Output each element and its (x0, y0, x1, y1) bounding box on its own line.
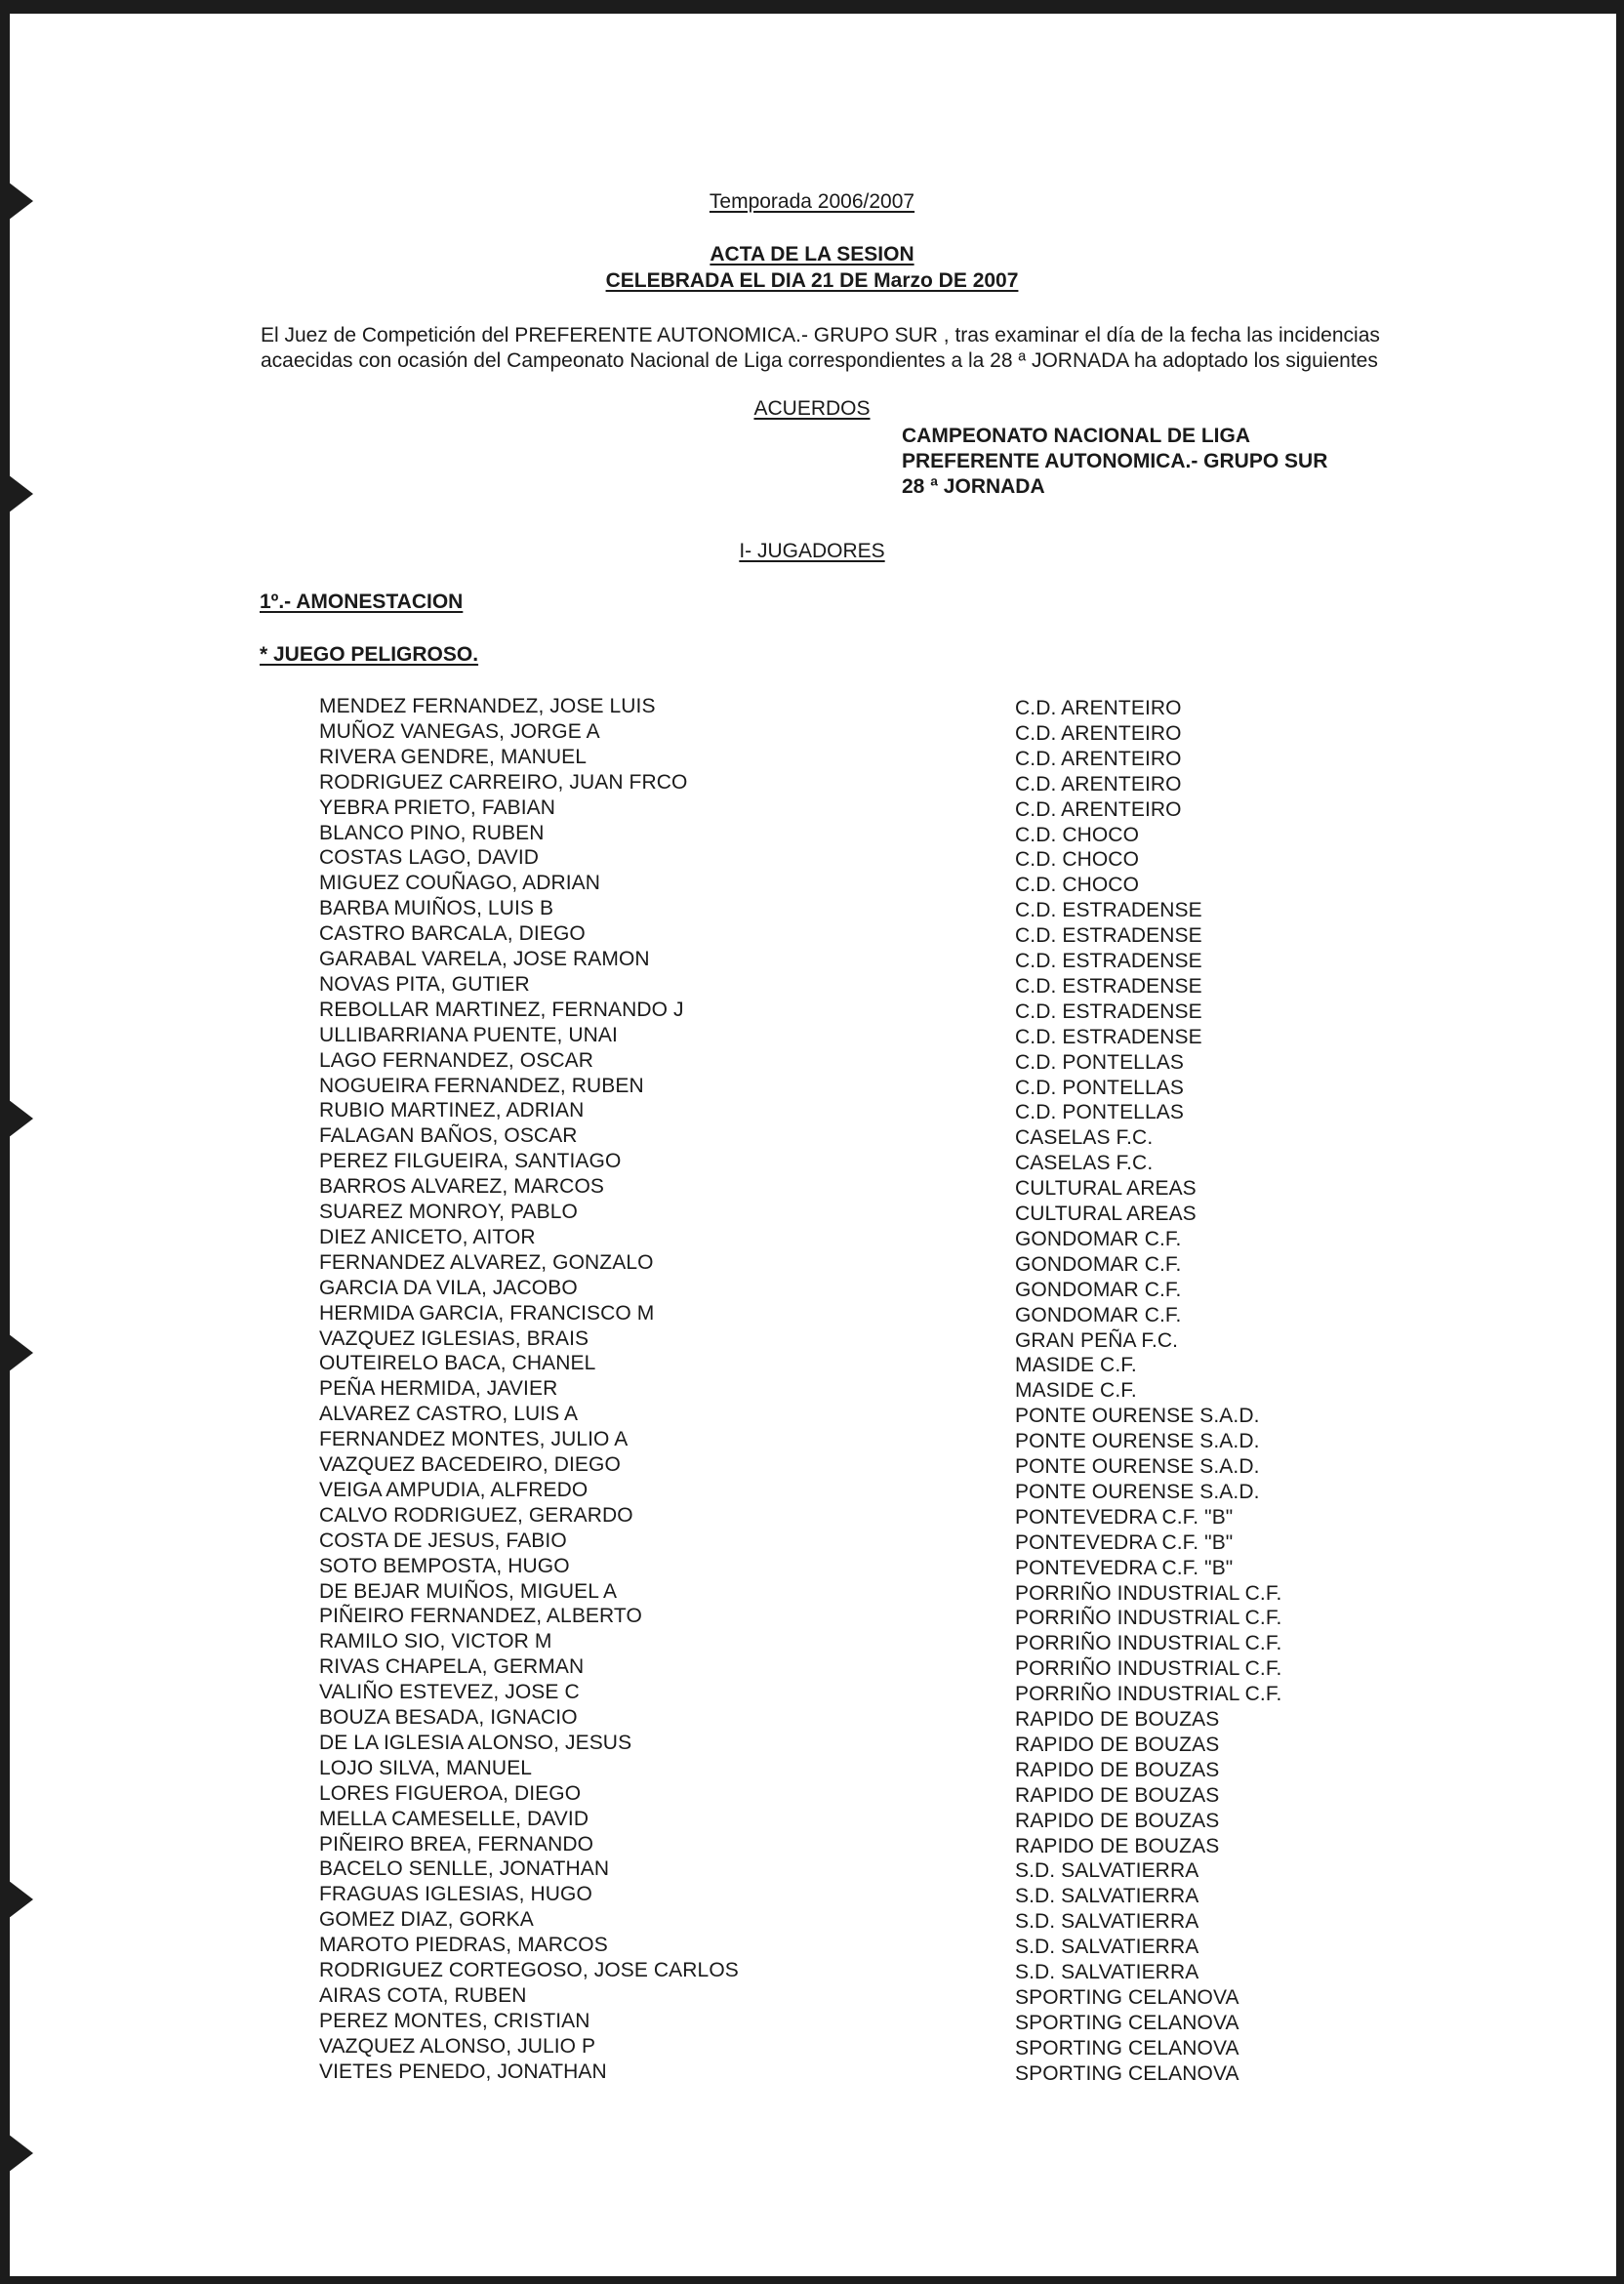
intro-line: El Juez de Competición del PREFERENTE AUTONOMICA.- GRUPO SUR , tras examinar el día de la fecha las incidencias (261, 324, 1380, 347)
player-club: PORRIÑO INDUSTRIAL C.F. (1015, 1607, 1282, 1629)
player-name: FRAGUAS IGLESIAS, HUGO (319, 1883, 592, 1905)
player-club: PONTEVEDRA C.F. "B" (1015, 1557, 1234, 1579)
player-club: PORRIÑO INDUSTRIAL C.F. (1015, 1683, 1282, 1705)
player-club: SPORTING CELANOVA (1015, 2062, 1239, 2085)
player-name: FERNANDEZ ALVAREZ, GONZALO (319, 1251, 654, 1274)
player-club: PONTE OURENSE S.A.D. (1015, 1430, 1260, 1452)
player-name: PEREZ MONTES, CRISTIAN (319, 2010, 590, 2032)
player-club: C.D. ARENTEIRO (1015, 773, 1182, 795)
player-club: MASIDE C.F. (1015, 1354, 1137, 1376)
player-name: GARABAL VARELA, JOSE RAMON (319, 948, 650, 970)
category-heading: * JUEGO PELIGROSO. (260, 643, 479, 666)
player-name: SOTO BEMPOSTA, HUGO (319, 1555, 570, 1577)
player-name: BACELO SENLLE, JONATHAN (319, 1857, 610, 1880)
player-club: PONTEVEDRA C.F. "B" (1015, 1506, 1234, 1529)
player-club: GONDOMAR C.F. (1015, 1279, 1182, 1301)
player-club: C.D. ARENTEIRO (1015, 798, 1182, 821)
player-name: VIETES PENEDO, JONATHAN (319, 2060, 607, 2083)
player-name: RIVERA GENDRE, MANUEL (319, 746, 587, 768)
player-name: SUAREZ MONROY, PABLO (319, 1201, 578, 1223)
player-club: GRAN PEÑA F.C. (1015, 1329, 1179, 1352)
player-club: C.D. PONTELLAS (1015, 1077, 1184, 1099)
acta-title: ACTA DE LA SESION (710, 243, 914, 265)
torn-edge-mark (0, 2128, 33, 2179)
player-club: GONDOMAR C.F. (1015, 1228, 1182, 1250)
player-name: VEIGA AMPUDIA, ALFREDO (319, 1479, 589, 1501)
player-name: HERMIDA GARCIA, FRANCISCO M (319, 1302, 655, 1325)
player-club: C.D. ESTRADENSE (1015, 1000, 1202, 1023)
player-name: RODRIGUEZ CARREIRO, JUAN FRCO (319, 771, 688, 794)
player-club: C.D. ESTRADENSE (1015, 924, 1202, 947)
player-club: S.D. SALVATIERRA (1015, 1936, 1199, 1958)
torn-edge-mark (0, 1327, 33, 1378)
player-name: BLANCO PINO, RUBEN (319, 822, 545, 844)
player-name: PEÑA HERMIDA, JAVIER (319, 1377, 558, 1400)
player-club: PONTE OURENSE S.A.D. (1015, 1405, 1260, 1427)
player-club: C.D. ARENTEIRO (1015, 748, 1182, 770)
player-club: C.D. CHOCO (1015, 874, 1139, 896)
section-heading: I- JUGADORES (739, 540, 885, 562)
player-name: OUTEIRELO BACA, CHANEL (319, 1352, 596, 1374)
torn-edge-mark (0, 1093, 33, 1144)
player-name: DE LA IGLESIA ALONSO, JESUS (319, 1732, 632, 1754)
season-title: Temporada 2006/2007 (709, 190, 915, 213)
player-name: MUÑOZ VANEGAS, JORGE A (319, 720, 600, 743)
player-club: CASELAS F.C. (1015, 1126, 1154, 1149)
player-club: C.D. ARENTEIRO (1015, 697, 1182, 719)
player-club: GONDOMAR C.F. (1015, 1253, 1182, 1276)
player-name: RIVAS CHAPELA, GERMAN (319, 1655, 585, 1678)
player-name: DIEZ ANICETO, AITOR (319, 1226, 536, 1248)
player-name: ALVAREZ CASTRO, LUIS A (319, 1403, 579, 1425)
player-name: RODRIGUEZ CORTEGOSO, JOSE CARLOS (319, 1959, 739, 1981)
player-club: S.D. SALVATIERRA (1015, 1961, 1199, 1983)
player-name: COSTA DE JESUS, FABIO (319, 1529, 567, 1552)
player-name: GARCIA DA VILA, JACOBO (319, 1277, 578, 1299)
player-name: RUBIO MARTINEZ, ADRIAN (319, 1099, 585, 1122)
player-club: RAPIDO DE BOUZAS (1015, 1759, 1220, 1781)
player-club: C.D. CHOCO (1015, 824, 1139, 846)
player-name: YEBRA PRIETO, FABIAN (319, 796, 556, 819)
player-name: BOUZA BESADA, IGNACIO (319, 1706, 578, 1729)
player-name: RAMILO SIO, VICTOR M (319, 1630, 552, 1652)
player-name: PIÑEIRO FERNANDEZ, ALBERTO (319, 1605, 642, 1627)
player-name: CASTRO BARCALA, DIEGO (319, 922, 586, 945)
amonestacion-heading: 1º.- AMONESTACION (260, 591, 464, 613)
player-club: RAPIDO DE BOUZAS (1015, 1810, 1220, 1832)
player-club: RAPIDO DE BOUZAS (1015, 1708, 1220, 1731)
player-club: MASIDE C.F. (1015, 1379, 1137, 1402)
player-name: MELLA CAMESELLE, DAVID (319, 1808, 589, 1830)
player-name: PEREZ FILGUEIRA, SANTIAGO (319, 1150, 622, 1172)
player-name: LOJO SILVA, MANUEL (319, 1757, 533, 1779)
player-name: LAGO FERNANDEZ, OSCAR (319, 1049, 593, 1072)
player-club: PONTEVEDRA C.F. "B" (1015, 1531, 1234, 1554)
player-club: S.D. SALVATIERRA (1015, 1910, 1199, 1933)
acuerdos-heading: ACUERDOS (753, 397, 871, 420)
player-name: VAZQUEZ IGLESIAS, BRAIS (319, 1327, 589, 1350)
player-name: FERNANDEZ MONTES, JULIO A (319, 1428, 629, 1450)
player-club: S.D. SALVATIERRA (1015, 1859, 1199, 1882)
player-name: VALIÑO ESTEVEZ, JOSE C (319, 1681, 580, 1703)
player-club: CULTURAL AREAS (1015, 1177, 1197, 1200)
player-club: C.D. PONTELLAS (1015, 1101, 1184, 1123)
player-name: FALAGAN BAÑOS, OSCAR (319, 1124, 578, 1147)
player-name: NOVAS PITA, GUTIER (319, 973, 530, 996)
player-name: COSTAS LAGO, DAVID (319, 846, 540, 869)
campeonato-line: CAMPEONATO NACIONAL DE LIGA (902, 425, 1251, 447)
player-club: PORRIÑO INDUSTRIAL C.F. (1015, 1582, 1282, 1605)
player-club: RAPIDO DE BOUZAS (1015, 1784, 1220, 1807)
player-name: MIGUEZ COUÑAGO, ADRIAN (319, 872, 601, 894)
player-name: VAZQUEZ ALONSO, JULIO P (319, 2035, 596, 2058)
player-club: C.D. CHOCO (1015, 848, 1139, 871)
torn-edge-mark (0, 469, 33, 519)
player-club: SPORTING CELANOVA (1015, 2037, 1239, 2060)
player-name: MAROTO PIEDRAS, MARCOS (319, 1934, 608, 1956)
player-name: BARBA MUIÑOS, LUIS B (319, 897, 554, 919)
intro-line: acaecidas con ocasión del Campeonato Nacional de Liga correspondientes a la 28 ª JORNADA ha adoptado los siguientes (261, 349, 1378, 372)
player-name: BARROS ALVAREZ, MARCOS (319, 1175, 604, 1198)
player-name: AIRAS COTA, RUBEN (319, 1984, 527, 2007)
player-name: PIÑEIRO BREA, FERNANDO (319, 1833, 594, 1856)
player-name: DE BEJAR MUIÑOS, MIGUEL A (319, 1580, 618, 1603)
campeonato-line: 28 ª JORNADA (902, 475, 1045, 498)
player-club: C.D. ESTRADENSE (1015, 975, 1202, 998)
player-club: RAPIDO DE BOUZAS (1015, 1835, 1220, 1857)
campeonato-block (902, 424, 1327, 500)
player-club: PORRIÑO INDUSTRIAL C.F. (1015, 1657, 1282, 1680)
acta-date: CELEBRADA EL DIA 21 DE Marzo DE 2007 (605, 269, 1019, 292)
player-name: CALVO RODRIGUEZ, GERARDO (319, 1504, 633, 1527)
player-club: C.D. PONTELLAS (1015, 1051, 1184, 1074)
player-club: C.D. ARENTEIRO (1015, 722, 1182, 745)
player-club: PORRIÑO INDUSTRIAL C.F. (1015, 1632, 1282, 1654)
player-club: S.D. SALVATIERRA (1015, 1885, 1199, 1907)
player-name: VAZQUEZ BACEDEIRO, DIEGO (319, 1453, 621, 1476)
player-name: REBOLLAR MARTINEZ, FERNANDO J (319, 999, 684, 1021)
player-name: MENDEZ FERNANDEZ, JOSE LUIS (319, 695, 656, 717)
player-club: C.D. ESTRADENSE (1015, 899, 1202, 921)
player-club: PONTE OURENSE S.A.D. (1015, 1455, 1260, 1478)
player-name: ULLIBARRIANA PUENTE, UNAI (319, 1024, 618, 1046)
campeonato-line: PREFERENTE AUTONOMICA.- GRUPO SUR (902, 450, 1328, 472)
player-club: SPORTING CELANOVA (1015, 1986, 1239, 2009)
player-club: CULTURAL AREAS (1015, 1203, 1197, 1225)
player-club: C.D. ESTRADENSE (1015, 1026, 1202, 1048)
player-club: PONTE OURENSE S.A.D. (1015, 1481, 1260, 1503)
player-club: GONDOMAR C.F. (1015, 1304, 1182, 1326)
player-club: SPORTING CELANOVA (1015, 2012, 1239, 2034)
player-name: LORES FIGUEROA, DIEGO (319, 1782, 582, 1805)
player-name: NOGUEIRA FERNANDEZ, RUBEN (319, 1075, 644, 1097)
player-club: RAPIDO DE BOUZAS (1015, 1733, 1220, 1756)
player-club: C.D. ESTRADENSE (1015, 950, 1202, 972)
player-name: GOMEZ DIAZ, GORKA (319, 1908, 534, 1931)
player-club: CASELAS F.C. (1015, 1152, 1154, 1174)
torn-edge-mark (0, 1874, 33, 1925)
intro-paragraph (261, 323, 1471, 374)
